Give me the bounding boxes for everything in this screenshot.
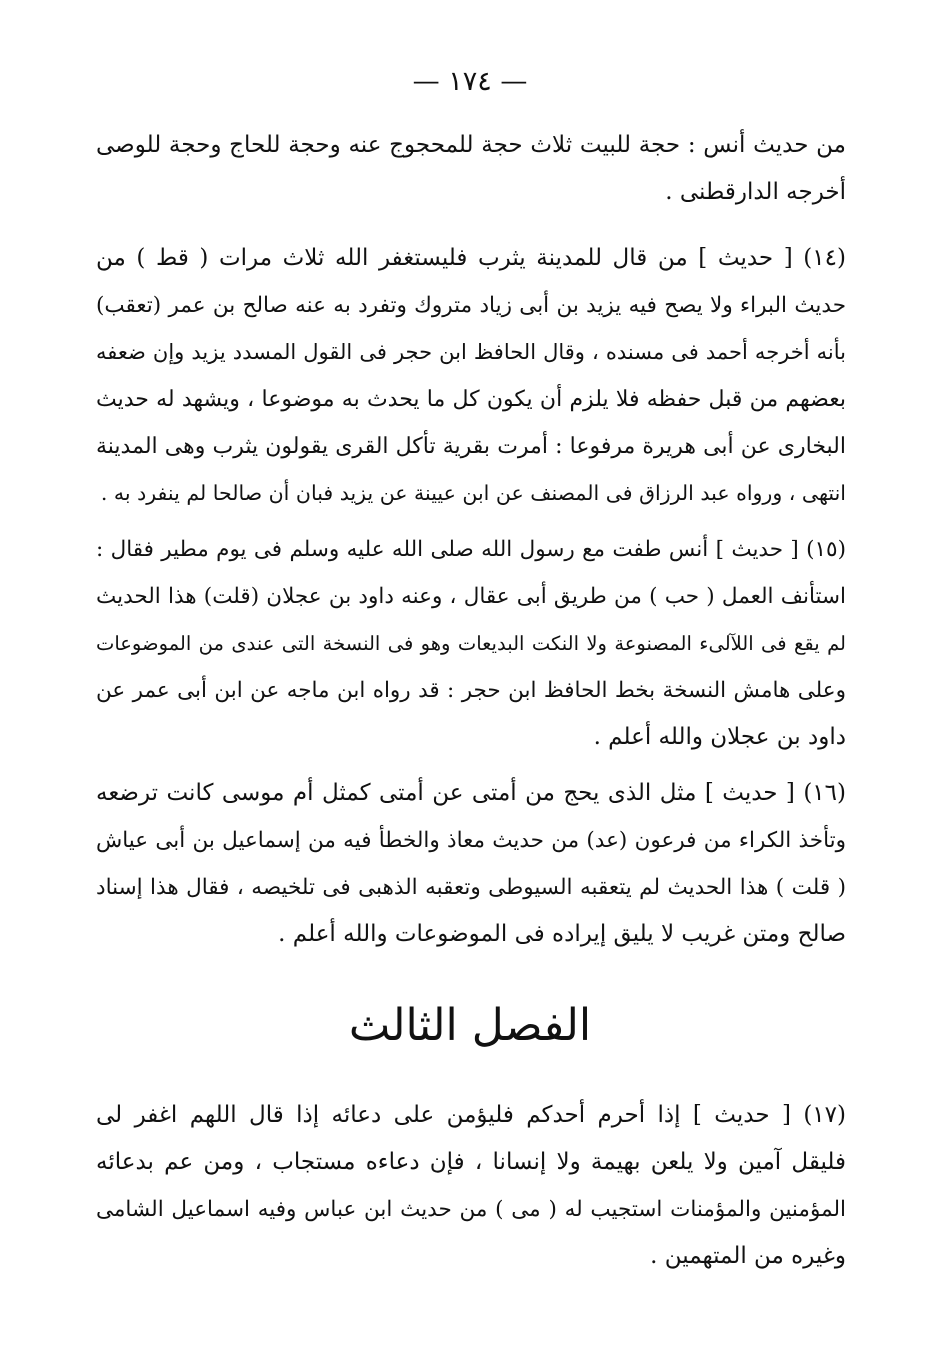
text-line: (١٦) [ حديث ] مثل الذى يحج من أمتى عن أمتى كمثل أم موسى كانت ترضعه	[96, 780, 846, 806]
text-line: داود بن عجلان والله أعلم .	[593, 724, 846, 750]
text-line: المؤمنين والمؤمنات استجيب له ( مى ) من حديث ابن عباس وفيه اسماعيل الشامى	[96, 1197, 846, 1222]
text-line: لم يقع فى اللآلىء المصنوعة ولا النكت البديعات وهو فى النسخة التى عندى من الموضوعات	[96, 632, 846, 655]
text-line: (١٥) [ حديث ] أنس طفت مع رسول الله صلى الله عليه وسلم فى يوم مطير فقال :	[96, 537, 846, 562]
chapter-heading: الفصل الثالث	[348, 1000, 592, 1051]
text-line: وعلى هامش النسخة بخط الحافظ ابن حجر : قد رواه ابن ماجه عن ابن أبى عمر عن	[96, 678, 846, 703]
page-number: — ١٧٤ —	[412, 66, 528, 97]
text-line: صالح ومتن غريب لا يليق إيراده فى الموضوعات والله أعلم .	[278, 921, 846, 947]
paragraph-hadith-17	[96, 1092, 846, 1280]
text-line: من حديث أنس : حجة للبيت ثلاث حجة للمحجوج عنه وحجة للحاج وحجة للوصى	[96, 132, 846, 158]
paragraph-hadith-14	[96, 235, 846, 517]
text-line: أخرجه الدارقطنى .	[665, 179, 846, 205]
text-line: استأنف العمل ( حب ) من طريق أبى عقال ، وعنه داود بن عجلان (قلت) هذا الحديث	[96, 584, 846, 609]
text-line: وغيره من المتهمين .	[650, 1243, 846, 1269]
text-line: (١٤) [ حديث ] من قال للمدينة يثرب فليستغفر الله ثلاث مرات ( قط ) من	[96, 245, 846, 271]
paragraph-hadith-15	[96, 526, 846, 761]
text-line: بأنه أخرجه أحمد فى مسنده ، وقال الحافظ ابن حجر فى القول المسدد يزيد وإن ضعفه	[96, 340, 846, 364]
paragraph-continuation	[96, 122, 846, 216]
text-line: فليقل آمين ولا يلعن بهيمة ولا إنسانا ، فإن دعاءه مستجاب ، ومن عم بدعائه	[96, 1149, 846, 1175]
text-line: حديث البراء ولا يصح فيه يزيد بن أبى زياد متروك وتفرد به عنه صالح بن عمر (تعقب)	[96, 293, 846, 318]
text-line: وتأخذ الكراء من فرعون (عد) من حديث معاذ والخطأ فيه من إسماعيل بن أبى عياش	[96, 828, 846, 853]
text-line: بعضهم من قبل حفظه فلا يلزم أن يكون كل ما يحدث به موضوعا ، ويشهد له حديث	[96, 387, 846, 412]
text-line: البخارى عن أبى هريرة مرفوعا : أمرت بقرية تأكل القرى يقولون يثرب وهى المدينة	[96, 434, 846, 459]
text-line: (١٧) [ حديث ] إذا أحرم أحدكم فليؤمن على دعائه إذا قال اللهم اغفر لى	[96, 1102, 846, 1128]
paragraph-hadith-16	[96, 770, 846, 958]
text-line: انتهى ، ورواه عبد الرزاق فى المصنف عن ابن عيينة عن يزيد فبان أن صالحا لم ينفرد به .	[100, 481, 846, 505]
text-line: ( قلت ) هذا الحديث لم يتعقبه السيوطى وتعقبه الذهبى فى تلخيصه ، فقال هذا إسناد	[96, 875, 846, 900]
